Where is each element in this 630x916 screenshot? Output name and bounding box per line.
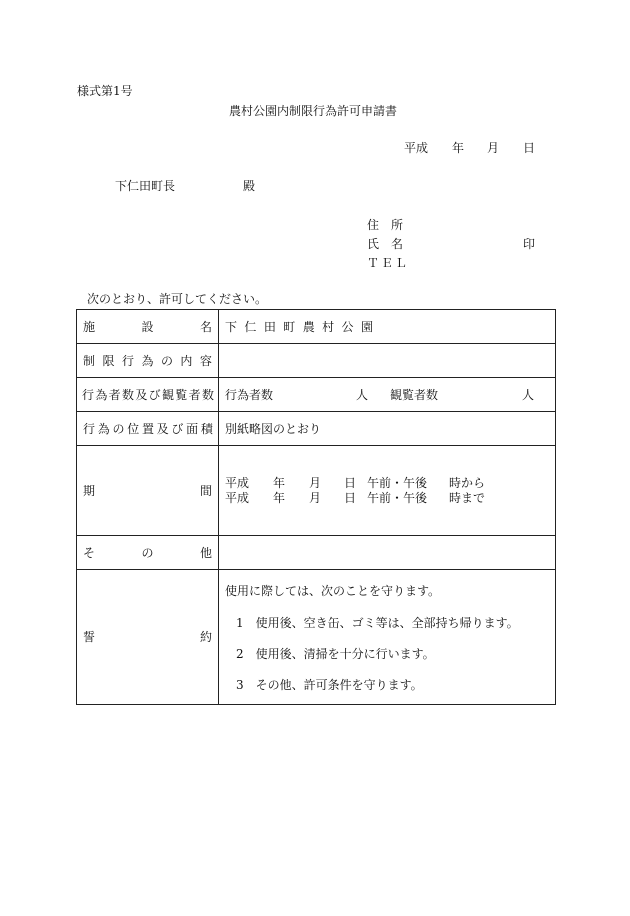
period-day: 日	[344, 475, 357, 490]
other-value-cell[interactable]	[219, 536, 556, 570]
value-char: 仁	[244, 319, 257, 334]
label-char: び	[148, 387, 161, 402]
intro-text: 次のとおり、許可してください。	[87, 292, 268, 306]
people-label	[77, 388, 218, 402]
label-char: 約	[199, 630, 212, 644]
table-row-period	[77, 446, 556, 536]
label-char: 面	[186, 421, 199, 436]
value-char: 農	[302, 319, 315, 334]
period-suffix: 時から	[449, 475, 486, 490]
label-char: そ	[83, 545, 96, 560]
label-char: 位	[127, 421, 140, 436]
period-year: 年	[273, 490, 286, 505]
label-char: 期	[83, 483, 96, 498]
period-label-cell	[77, 446, 219, 536]
label-char: 者	[108, 387, 121, 402]
form-number: 様式第1号	[77, 84, 133, 98]
period-end	[225, 491, 545, 505]
other-label	[77, 546, 218, 560]
table-row-other	[77, 536, 556, 570]
viewers-unit: 人	[522, 387, 535, 402]
label-char: 観	[161, 387, 174, 402]
performers-unit: 人	[356, 387, 369, 402]
people-label-cell	[77, 378, 219, 412]
honorific: 殿	[243, 179, 256, 193]
period-day: 日	[344, 490, 357, 505]
pledge-item: 2 使用後、清掃を十分に行います。	[236, 647, 435, 661]
value-char: 下	[225, 319, 238, 334]
label-char: 施	[83, 319, 96, 334]
label-char: 為	[97, 421, 110, 436]
value-char: 村	[322, 319, 335, 334]
period-year: 年	[273, 475, 286, 490]
label-char: 容	[199, 353, 212, 368]
label-char: 行	[121, 353, 134, 368]
location-label-cell	[77, 412, 219, 446]
period-suffix: 時まで	[449, 490, 486, 505]
label-char: 為	[141, 353, 154, 368]
facility-label-cell	[77, 310, 219, 344]
label-char: 積	[200, 421, 213, 436]
period-era: 平成	[225, 475, 250, 490]
facility-value	[225, 320, 373, 334]
label-char: 覧	[175, 387, 188, 402]
applicant-address-label: 住 所	[367, 218, 404, 232]
label-char: 他	[199, 545, 212, 560]
seal-mark: 印	[523, 237, 536, 251]
value-char: 園	[360, 319, 373, 334]
table-row-location	[77, 412, 556, 446]
table-row-content	[77, 344, 556, 378]
facility-value-cell[interactable]	[219, 310, 556, 344]
value-char: 田	[263, 319, 276, 334]
period-start	[225, 476, 545, 490]
content-value-cell[interactable]	[219, 344, 556, 378]
label-char: び	[171, 421, 184, 436]
label-char: の	[112, 421, 125, 436]
date-year: 年	[452, 141, 465, 155]
location-value: 別紙略図のとおり	[225, 421, 322, 436]
label-char: 行	[82, 387, 95, 402]
period-ampm: 午前・午後	[367, 490, 428, 505]
period-month: 月	[309, 475, 322, 490]
period-era: 平成	[225, 490, 250, 505]
period-ampm: 午前・午後	[367, 475, 428, 490]
date-era: 平成	[404, 141, 429, 155]
people-value	[225, 388, 555, 402]
document-title: 農村公園内制限行為許可申請書	[229, 104, 398, 118]
period-value	[225, 476, 555, 506]
label-char: 数	[201, 387, 214, 402]
pledge-item: 1 使用後、空き缶、ゴミ等は、全部持ち帰ります。	[236, 616, 519, 630]
label-char: 内	[180, 353, 193, 368]
location-value-cell[interactable]	[219, 412, 556, 446]
label-char: 設	[141, 319, 154, 334]
application-table	[76, 309, 556, 705]
label-char: 行	[83, 421, 96, 436]
date-day: 日	[523, 141, 536, 155]
pledge-item: 3 その他、許可条件を守ります。	[236, 678, 423, 692]
addressee: 下仁田町長	[115, 179, 176, 193]
location-label	[77, 422, 218, 436]
date-month: 月	[487, 141, 500, 155]
applicant-name-label: 氏 名	[367, 237, 404, 251]
table-row-pledge	[77, 570, 556, 705]
content-label	[77, 354, 218, 368]
period-label	[77, 484, 218, 498]
pledge-intro: 使用に際しては、次のことを守ります。	[225, 584, 441, 598]
label-char: 及	[135, 387, 148, 402]
facility-label	[77, 320, 218, 334]
label-char: 制	[83, 353, 96, 368]
label-char: 為	[95, 387, 108, 402]
pledge-value-cell	[219, 570, 556, 705]
table-row-facility	[77, 310, 556, 344]
label-char: 者	[188, 387, 201, 402]
label-char: 数	[121, 387, 134, 402]
applicant-tel-label: ＴＥＬ	[367, 256, 410, 270]
performers-label: 行為者数	[225, 387, 274, 402]
label-char: の	[141, 545, 154, 560]
label-char: 及	[156, 421, 169, 436]
table-row-people	[77, 378, 556, 412]
label-char: 誓	[83, 630, 96, 644]
content-label-cell	[77, 344, 219, 378]
label-char: 間	[199, 483, 212, 498]
label-char: の	[160, 353, 173, 368]
other-label-cell	[77, 536, 219, 570]
pledge-label	[77, 630, 218, 644]
pledge-text	[225, 570, 555, 702]
pledge-label-cell	[77, 570, 219, 705]
period-month: 月	[309, 490, 322, 505]
viewers-label: 観覧者数	[390, 387, 439, 402]
value-char: 町	[283, 319, 296, 334]
period-value-cell[interactable]	[219, 446, 556, 536]
label-char: 限	[102, 353, 115, 368]
label-char: 名	[199, 319, 212, 334]
people-value-cell[interactable]	[219, 378, 556, 412]
value-char: 公	[341, 319, 354, 334]
label-char: 置	[141, 421, 154, 436]
